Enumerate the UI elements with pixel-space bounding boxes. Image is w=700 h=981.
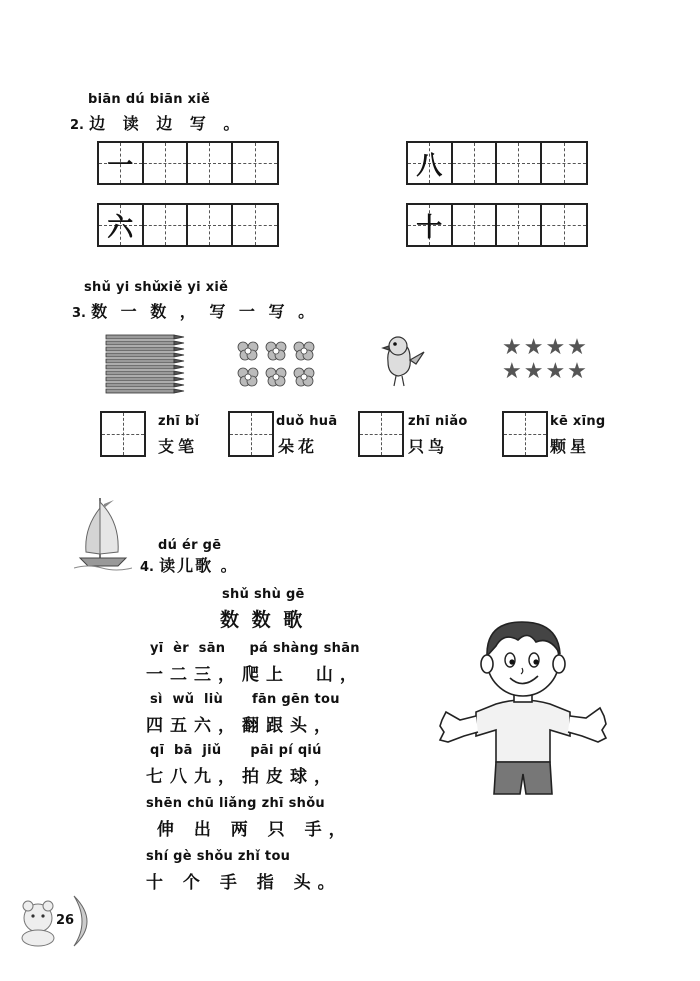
poem-line: 四五六，翻跟头， <box>146 716 338 736</box>
grid-cell-blank[interactable] <box>542 143 586 183</box>
section2-pinyin: biān dú biān xiě <box>88 92 211 107</box>
item-pinyin: duǒ huā <box>276 414 338 429</box>
poem-line-pinyin: shēn chū liǎng zhī shǒu <box>146 796 325 811</box>
poem-line-pinyin: sì wǔ liù fān gēn tou <box>150 692 340 707</box>
writing-grid-1 <box>97 141 279 185</box>
grid-cell-blank[interactable] <box>497 205 542 245</box>
section2-number: 2. <box>70 118 84 133</box>
model-char: 十 <box>416 212 443 243</box>
writing-grid-2 <box>406 141 588 185</box>
section4-instruction: 读儿歌 。 <box>159 556 239 575</box>
item-word: 支笔 <box>158 437 199 456</box>
song-title-pinyin: shǔ shù gē <box>222 587 305 602</box>
section2-heading <box>70 111 245 134</box>
item-pinyin: zhī bǐ <box>158 414 200 429</box>
grid-cell-blank[interactable] <box>497 143 542 183</box>
answer-box-stars[interactable] <box>502 411 548 457</box>
poem-line: 伸 出 两 只 手， <box>144 820 353 840</box>
section3-instruction: 数 一 数 ， 写 一 写 。 <box>91 302 319 321</box>
poem-line-pinyin: yī èr sān pá shàng shān <box>150 641 360 656</box>
answer-box-pencils[interactable] <box>100 411 146 457</box>
grid-cell-model <box>408 143 453 183</box>
song-title: 数 数 歌 <box>220 609 306 631</box>
grid-cell-blank[interactable] <box>233 205 277 245</box>
section2-instruction: 边 读 边 写 。 <box>89 114 246 133</box>
writing-grid-3 <box>97 203 279 247</box>
answer-box-bird[interactable] <box>358 411 404 457</box>
writing-grid-4 <box>406 203 588 247</box>
boy-illustration <box>438 612 608 798</box>
model-char: 六 <box>107 212 134 243</box>
section3-pinyin-a: shǔ yi shǔ <box>84 280 162 295</box>
section4-number: 4. <box>140 560 154 575</box>
stars-icon <box>502 336 592 384</box>
grid-cell-blank[interactable] <box>453 205 498 245</box>
poem-line-pinyin: qī bā jiǔ pāi pí qiú <box>150 743 322 758</box>
page-number: 26 <box>56 913 75 928</box>
model-char: 一 <box>107 150 134 181</box>
poem-line: 十 个 手 指 头。 <box>146 873 342 893</box>
section3-heading <box>72 299 318 322</box>
grid-cell-blank[interactable] <box>453 143 498 183</box>
stars-row: ★★★★ <box>502 335 589 360</box>
poem-line: 一二三，爬上 山， <box>146 665 364 685</box>
item-pinyin: kē xīng <box>550 414 606 429</box>
section3-number: 3. <box>72 306 86 321</box>
grid-cell-blank[interactable] <box>144 205 189 245</box>
section4-pinyin: dú ér gē <box>158 538 222 553</box>
grid-cell-blank[interactable] <box>188 205 233 245</box>
flowers-icon <box>236 338 320 390</box>
grid-cell-model <box>99 143 144 183</box>
pencils-icon <box>104 333 186 395</box>
model-char: 八 <box>416 150 443 181</box>
item-pinyin: zhī niǎo <box>408 414 468 429</box>
grid-cell-blank[interactable] <box>233 143 277 183</box>
grid-cell-model <box>408 205 453 245</box>
item-word: 只鸟 <box>408 437 449 456</box>
grid-cell-blank[interactable] <box>144 143 189 183</box>
poem-line: 七八九，拍皮球， <box>146 767 338 787</box>
grid-cell-blank[interactable] <box>188 143 233 183</box>
stars-row: ★★★★ <box>502 359 589 384</box>
grid-cell-model <box>99 205 144 245</box>
item-word: 颗星 <box>550 437 591 456</box>
grid-cell-blank[interactable] <box>542 205 586 245</box>
poem-line-pinyin: shí gè shǒu zhǐ tou <box>146 849 291 864</box>
moon-decoration-icon <box>16 892 94 950</box>
item-word: 朵花 <box>278 437 319 456</box>
section4-heading <box>140 553 239 576</box>
answer-box-flowers[interactable] <box>228 411 274 457</box>
bird-icon <box>380 332 426 388</box>
sailboat-icon <box>74 494 132 572</box>
section3-pinyin-b: xiě yi xiě <box>160 280 229 295</box>
